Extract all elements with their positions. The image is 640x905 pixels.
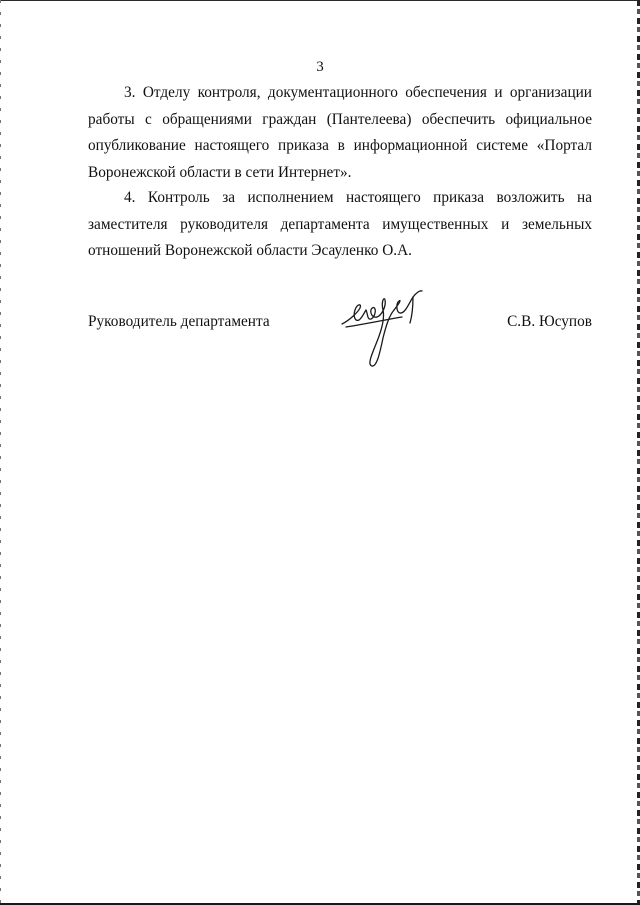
handwritten-signature [336, 286, 448, 370]
scan-edge-top [0, 0, 640, 1]
paragraph-3: 3. Отделу контроля, документационного обеспечения и организации работы с обращениями граждан (Пантелеева) обеспечить официальное опубликование настоящего приказа в информационной системе «Портал Воронежской области в сети Интернет». [88, 84, 592, 181]
signer-name: С.В. Юсупов [507, 313, 592, 330]
page-number: 3 [316, 59, 324, 75]
paragraph-4: 4. Контроль за исполнением настоящего приказа возложить на заместителя руководителя департамента имущественных и земельных отношений Воронежской области Эсауленко О.А. [88, 189, 592, 259]
signature-position-title: Руководитель департамента [88, 313, 270, 330]
scan-edge-left [0, 0, 1, 905]
